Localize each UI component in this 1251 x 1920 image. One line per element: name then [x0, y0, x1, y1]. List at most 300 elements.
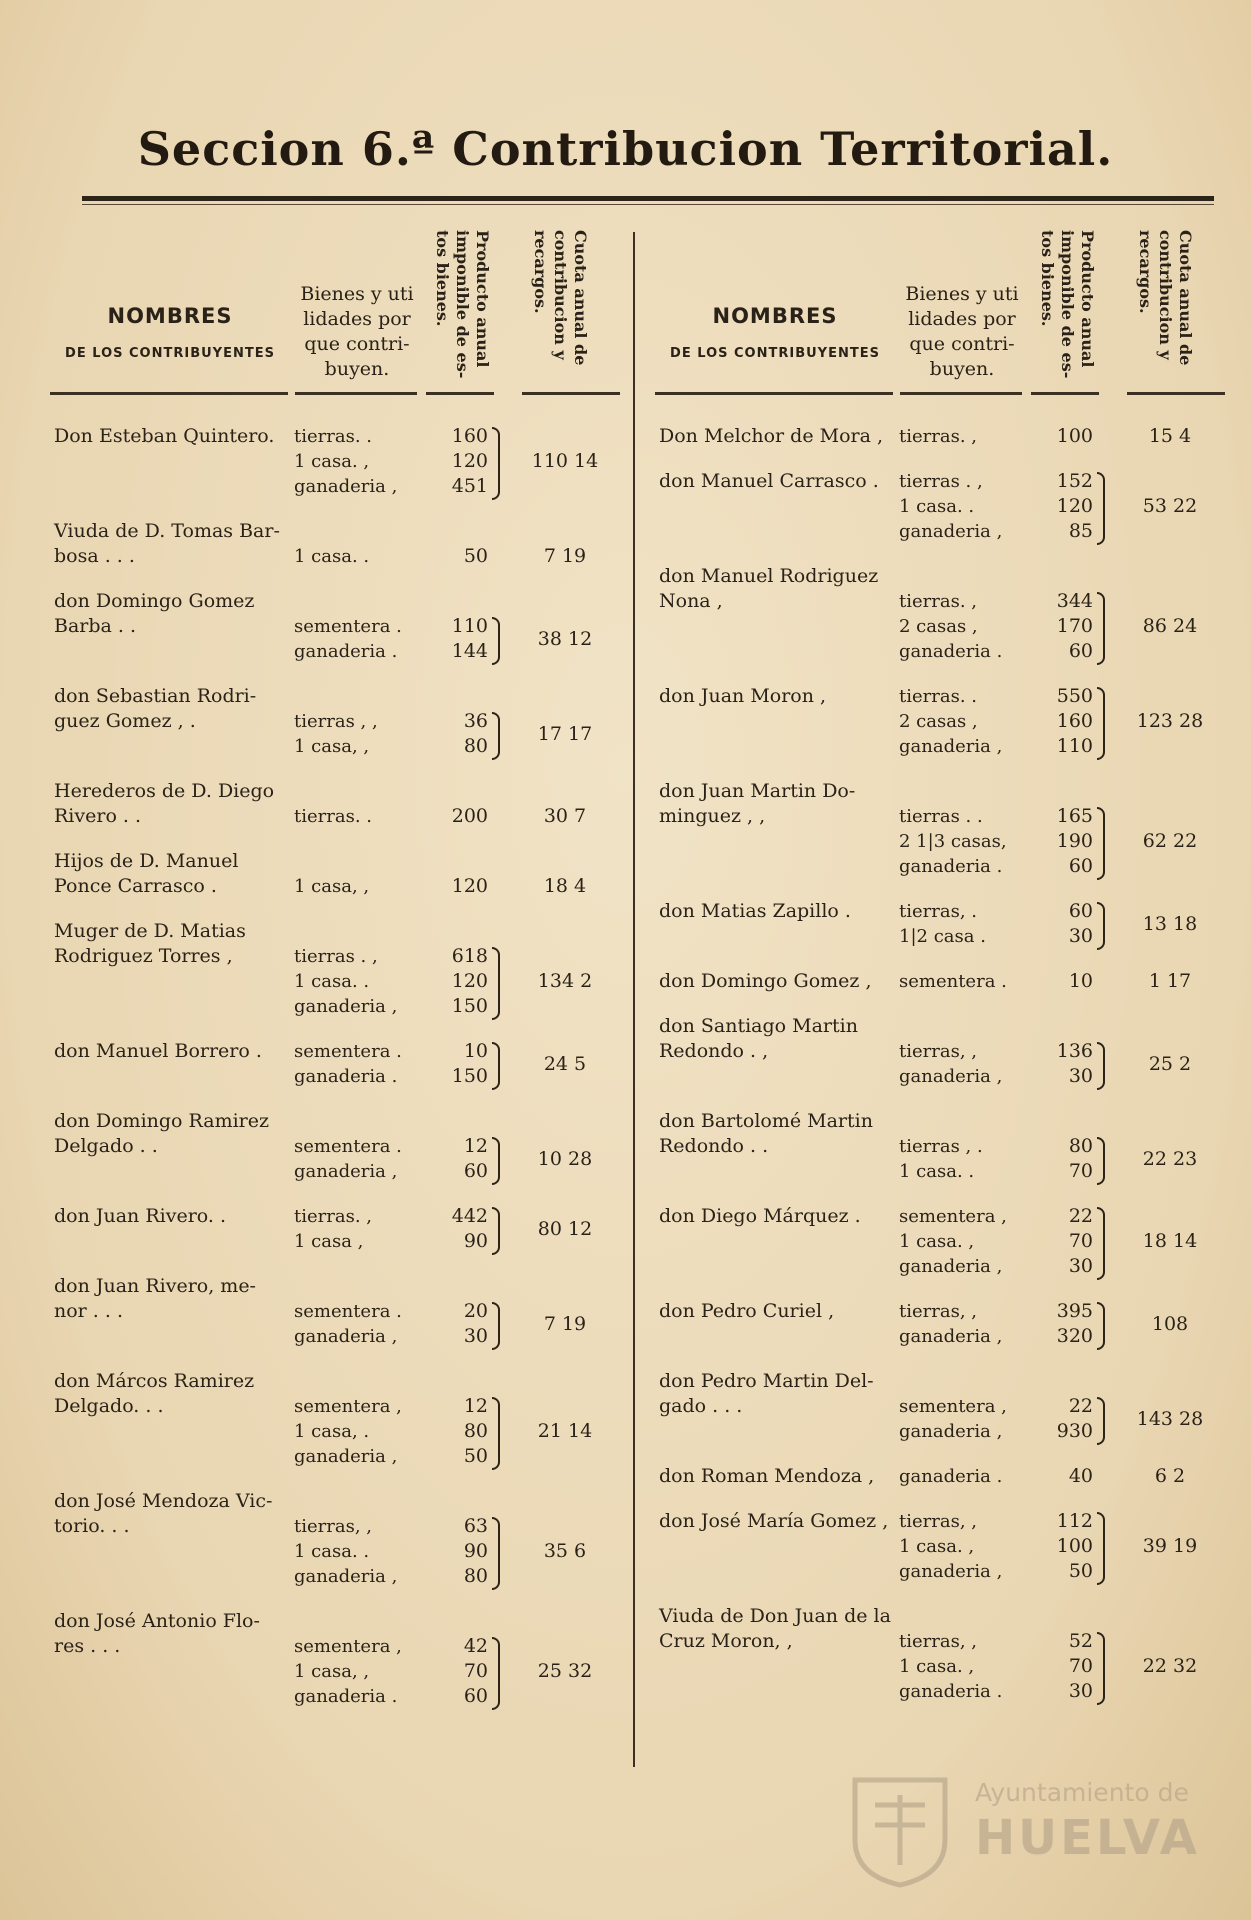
goods-list [294, 944, 422, 1019]
goods-item: ganaderia , [899, 1421, 1003, 1442]
goods-item: tierras . . [899, 806, 983, 827]
quota-value: 53 22 [1142, 495, 1198, 517]
header-underline [1031, 392, 1099, 395]
goods-item: tierras. , [899, 591, 977, 612]
quota-value: 108 [1151, 1312, 1189, 1335]
header-underline [1127, 392, 1225, 395]
contributor-name [54, 1609, 294, 1659]
goods-list [294, 424, 422, 499]
table-row [50, 1204, 625, 1254]
goods-list [899, 684, 1027, 759]
goods-item: 1 casa. . [294, 546, 370, 567]
contributor-name-line: Ponce Carrasco . [54, 875, 217, 897]
goods-item: tierras , . [899, 1136, 983, 1157]
names-header [50, 304, 290, 361]
contributor-name-line: don Juan Rivero, me- [54, 1275, 256, 1297]
table-row [655, 424, 1230, 449]
product-values [422, 544, 488, 569]
table-row [50, 519, 625, 569]
crest-icon [845, 1770, 955, 1888]
goods-list [899, 1629, 1027, 1704]
contributor-name-line: don Domingo Ramirez [54, 1110, 270, 1132]
quota-value: 123 28 [1136, 710, 1204, 732]
contributor-name [54, 919, 294, 969]
product-value: 442 [451, 1205, 488, 1227]
product-values [1027, 424, 1093, 449]
table-row [655, 1509, 1230, 1584]
contributor-name-line: Barba . . [54, 615, 137, 637]
goods-item: 1|2 casa . [899, 926, 986, 947]
contributor-name [659, 1299, 899, 1324]
brace-mark [1097, 1632, 1105, 1705]
product-value: 36 [463, 710, 488, 732]
goods-list [899, 589, 1027, 664]
goods-list [294, 874, 422, 899]
goods-item: 2 1|3 casas, [899, 831, 1007, 852]
goods-item: ganaderia , [294, 996, 398, 1017]
quota-value: 62 22 [1142, 830, 1198, 852]
table-row [50, 849, 625, 899]
product-value: 152 [1056, 470, 1093, 492]
product-value: 120 [1056, 495, 1093, 517]
contributor-name [659, 779, 899, 829]
quota-value: 18 14 [1142, 1230, 1198, 1252]
contributor-name-line: don José Mendoza Vic- [54, 1490, 273, 1512]
contributor-name [659, 1014, 899, 1064]
goods-list [294, 1039, 422, 1089]
contributor-name-line: don Roman Mendoza , [659, 1465, 875, 1487]
goods-item: 1 casa. . [294, 1541, 370, 1562]
contributor-name-line: don Manuel Borrero . [54, 1040, 262, 1062]
stamp-line2: HUELVA [975, 1810, 1200, 1866]
brace-mark [492, 947, 500, 1020]
product-value: 10 [1068, 970, 1093, 992]
goods-item: tierras, , [899, 1511, 977, 1532]
contributor-name-line: don Domingo Gomez , [659, 970, 872, 992]
goods-item: 1 casa. , [899, 1656, 975, 1677]
goods-item: sementera . [899, 971, 1007, 992]
product-values [422, 1039, 488, 1089]
product-value: 80 [463, 1565, 488, 1587]
goods-item: tierras. . [294, 806, 372, 827]
table-row [655, 564, 1230, 664]
contributor-name [54, 1204, 294, 1229]
contributor-name-line: don Domingo Gomez [54, 590, 255, 612]
contributor-name [54, 1489, 294, 1539]
goods-item: ganaderia , [899, 1256, 1003, 1277]
contributor-name-line: don Sebastian Rodri- [54, 685, 257, 707]
contributor-name [659, 1109, 899, 1159]
quota-value: 7 19 [543, 1312, 587, 1335]
contributor-name [54, 1109, 294, 1159]
product-value: 165 [1056, 805, 1093, 827]
contributor-name [659, 1509, 899, 1534]
brace-mark [1097, 1302, 1105, 1350]
goods-item: sementera , [899, 1396, 1007, 1417]
header-underline [900, 392, 1022, 395]
contributor-name-line: Delgado. . . [54, 1395, 164, 1417]
right-column [655, 228, 1230, 1702]
product-values [1027, 1039, 1093, 1089]
product-values [1027, 899, 1093, 949]
product-value: 50 [463, 545, 488, 567]
goods-item: ganaderia , [294, 1566, 398, 1587]
goods-item: ganaderia , [899, 1326, 1003, 1347]
goods-item: ganaderia . [899, 1466, 1003, 1487]
table-row [50, 589, 625, 664]
brace-mark [492, 1397, 500, 1470]
goods-item: sementera . [294, 616, 402, 637]
product-value: 136 [1056, 1040, 1093, 1062]
quota-value: 24 5 [543, 1052, 587, 1075]
contributor-name-line: don Santiago Martin [659, 1015, 858, 1037]
product-value: 320 [1056, 1325, 1093, 1347]
goods-list [294, 1394, 422, 1469]
product-value: 200 [451, 805, 488, 827]
product-value: 90 [463, 1230, 488, 1252]
product-values [422, 1514, 488, 1589]
column-divider [633, 232, 635, 1767]
table-row [655, 1604, 1230, 1704]
product-value: 80 [463, 735, 488, 757]
product-value: 50 [463, 1445, 488, 1467]
goods-list [294, 709, 422, 759]
goods-list [899, 1204, 1027, 1279]
contributor-name-line: Viuda de D. Tomas Bar- [54, 520, 280, 542]
brace-mark [492, 1637, 500, 1710]
product-values [422, 944, 488, 1019]
product-value: 112 [1056, 1510, 1093, 1532]
brace-mark [492, 1302, 500, 1350]
contributor-name-line: gado . . . [659, 1395, 743, 1417]
brace-mark [492, 1517, 500, 1590]
contributor-name [659, 1204, 899, 1229]
product-value: 80 [1068, 1135, 1093, 1157]
product-value: 160 [1056, 710, 1093, 732]
contributor-name [659, 469, 899, 494]
goods-list [899, 1509, 1027, 1584]
table-row [50, 919, 625, 1019]
product-value: 395 [1056, 1300, 1093, 1322]
left-column [50, 228, 625, 1707]
product-value: 60 [1068, 900, 1093, 922]
archive-stamp [845, 1770, 1205, 1890]
product-value: 20 [463, 1300, 488, 1322]
product-value: 30 [1068, 1680, 1093, 1702]
product-values [1027, 589, 1093, 664]
contributor-name-line: don José Antonio Flo- [54, 1610, 260, 1632]
product-value: 52 [1068, 1630, 1093, 1652]
brace-mark [1097, 807, 1105, 880]
contributor-name-line: Viuda de Don Juan de la [659, 1605, 891, 1627]
product-value: 110 [451, 615, 488, 637]
product-value: 70 [1068, 1655, 1093, 1677]
brace-mark [492, 712, 500, 760]
goods-header: Bienes y uti lidades por que contri- buyen. [300, 283, 414, 380]
product-values [1027, 969, 1093, 994]
goods-item: sementera . [294, 1136, 402, 1157]
quota-value: 1 17 [1148, 970, 1192, 992]
goods-item: ganaderia , [294, 1161, 398, 1182]
table-row [655, 469, 1230, 544]
contributor-name [659, 899, 899, 924]
product-values [422, 1134, 488, 1184]
goods-list [899, 899, 1027, 949]
product-value: 60 [1068, 855, 1093, 877]
product-value: 190 [1056, 830, 1093, 852]
quota-value: 10 28 [537, 1147, 593, 1170]
table-row [50, 1109, 625, 1184]
goods-item: sementera , [294, 1636, 402, 1657]
goods-item: 1 casa , [294, 1231, 364, 1252]
goods-item: 1 casa. . [899, 496, 975, 517]
goods-list [899, 1299, 1027, 1349]
names-header-line1: NOMBRES [107, 304, 233, 328]
goods-item: ganaderia , [294, 1326, 398, 1347]
product-value: 80 [463, 1420, 488, 1442]
contributor-name-line: don Manuel Carrasco . [659, 470, 879, 492]
names-header-line2: DE LOS CONTRIBUYENTES [65, 346, 275, 361]
quota-value: 21 14 [537, 1420, 593, 1442]
product-value: 40 [1068, 1465, 1093, 1487]
header-underline [50, 392, 288, 395]
goods-item: ganaderia , [294, 1446, 398, 1467]
contributor-name-line: guez Gomez , . [54, 710, 196, 732]
goods-item: ganaderia , [899, 1066, 1003, 1087]
quota-value: 15 4 [1148, 425, 1192, 447]
goods-list [294, 1134, 422, 1184]
names-header-line1: NOMBRES [712, 304, 838, 328]
contributor-name-line: don Juan Martin Do- [659, 780, 856, 802]
brace-mark [492, 1042, 500, 1090]
product-value: 90 [463, 1540, 488, 1562]
table-row [50, 684, 625, 759]
brace-mark [492, 1207, 500, 1255]
contributor-name [54, 589, 294, 639]
left-header [50, 228, 625, 398]
product-values [1027, 469, 1093, 544]
product-values [422, 614, 488, 664]
brace-mark [1097, 1512, 1105, 1585]
quota-value: 38 12 [537, 627, 593, 650]
brace-mark [492, 617, 500, 665]
product-value: 30 [1068, 1065, 1093, 1087]
product-value: 60 [463, 1685, 488, 1707]
contributor-name-line: Don Melchor de Mora , [659, 425, 883, 447]
table-row [655, 1204, 1230, 1279]
contributor-name-line: Rodriguez Torres , [54, 945, 233, 967]
goods-list [899, 1464, 1027, 1489]
goods-item: 1 casa, . [294, 1421, 370, 1442]
brace-mark [1097, 902, 1105, 950]
contributor-name-line: don Juan Moron , [659, 685, 827, 707]
product-value: 110 [1056, 735, 1093, 757]
quota-value: 110 14 [531, 450, 599, 472]
contributor-name-line: Redondo . . [659, 1135, 769, 1157]
contributor-name-line: torio. . . [54, 1515, 130, 1537]
goods-item: sementera . [294, 1301, 402, 1322]
product-value: 170 [1056, 615, 1093, 637]
goods-item: 1 casa. , [294, 451, 370, 472]
product-values [1027, 804, 1093, 879]
table-row [655, 1464, 1230, 1489]
product-values [422, 1394, 488, 1469]
quota-value: 25 32 [537, 1660, 593, 1682]
contributor-name [659, 969, 899, 994]
brace-mark [1097, 1207, 1105, 1280]
quota-value: 80 12 [537, 1217, 593, 1240]
goods-item: 1 casa. , [899, 1536, 975, 1557]
goods-item: ganaderia . [899, 641, 1003, 662]
goods-item: tierras, , [899, 1301, 977, 1322]
product-values [1027, 1299, 1093, 1349]
product-values [1027, 1509, 1093, 1584]
quota-value: 18 4 [543, 875, 587, 897]
contributor-name-line: don Juan Rivero. . [54, 1205, 227, 1227]
goods-item: tierras. . [294, 426, 372, 447]
stamp-line1: Ayuntamiento de [975, 1778, 1189, 1807]
contributor-name-line: don Diego Márquez . [659, 1205, 861, 1227]
goods-list [899, 1394, 1027, 1444]
product-values [1027, 684, 1093, 759]
goods-item: ganaderia , [899, 736, 1003, 757]
product-value: 10 [463, 1040, 488, 1062]
right-header [655, 228, 1230, 398]
table-row [655, 1014, 1230, 1089]
goods-item: ganaderia . [899, 856, 1003, 877]
product-values [1027, 1394, 1093, 1444]
header-underline [426, 392, 494, 395]
contributor-name-line: don Márcos Ramirez [54, 1370, 255, 1392]
goods-item: ganaderia . [899, 1681, 1003, 1702]
product-value: 150 [451, 1065, 488, 1087]
goods-item: tierras. . [899, 686, 977, 707]
brace-mark [1097, 592, 1105, 665]
brace-mark [492, 427, 500, 500]
contributor-name [54, 1039, 294, 1064]
quota-value: 39 19 [1142, 1535, 1198, 1557]
contributor-name-line: Muger de D. Matias [54, 920, 246, 942]
goods-item: ganaderia . [294, 641, 398, 662]
contributor-name-line: don Pedro Curiel , [659, 1300, 835, 1322]
goods-list [899, 469, 1027, 544]
quota-value: 17 17 [537, 722, 593, 745]
contributor-name [54, 519, 294, 569]
quota-value: 30 7 [543, 805, 587, 827]
table-row [50, 1489, 625, 1589]
quota-value: 13 18 [1142, 912, 1198, 935]
quota-header: Cuota anual de contribucion y recargos. [1136, 230, 1195, 366]
product-value: 930 [1056, 1420, 1093, 1442]
goods-item: ganaderia , [899, 521, 1003, 542]
contributor-name-line: nor . . . [54, 1300, 123, 1322]
goods-item: ganaderia , [294, 476, 398, 497]
quota-value: 143 28 [1136, 1407, 1204, 1430]
table-row [50, 424, 625, 499]
product-values [422, 874, 488, 899]
contributor-name-line: Cruz Moron, , [659, 1630, 793, 1652]
product-value: 550 [1056, 685, 1093, 707]
goods-item: 1 casa. , [899, 1231, 975, 1252]
product-value: 60 [463, 1160, 488, 1182]
table-row [655, 684, 1230, 759]
table-row [50, 1609, 625, 1709]
product-values [1027, 1464, 1093, 1489]
contributor-name [54, 849, 294, 899]
table-row [655, 1369, 1230, 1444]
contributor-name-line: Herederos de D. Diego [54, 780, 275, 802]
goods-list [294, 1634, 422, 1709]
goods-list [899, 424, 1027, 449]
goods-item: tierras, . [899, 901, 977, 922]
contributor-name-line: don Manuel Rodriguez [659, 565, 879, 587]
table-row [655, 1299, 1230, 1349]
brace-mark [1097, 1397, 1105, 1445]
table-row [655, 779, 1230, 879]
contributor-name-line: minguez , , [659, 805, 766, 827]
contributor-name [659, 424, 899, 449]
product-value: 100 [1056, 1535, 1093, 1557]
goods-item: 1 casa. . [294, 971, 370, 992]
product-value: 144 [451, 640, 488, 662]
quota-value: 6 2 [1154, 1465, 1186, 1487]
names-header-line2: DE LOS CONTRIBUYENTES [670, 346, 880, 361]
product-values [1027, 1629, 1093, 1704]
product-value: 618 [451, 945, 488, 967]
contributor-name-line: don Pedro Martin Del- [659, 1370, 874, 1392]
product-values [422, 424, 488, 499]
contributor-name [659, 684, 899, 709]
product-value: 42 [463, 1635, 488, 1657]
goods-list [899, 1134, 1027, 1184]
goods-item: 1 casa, , [294, 736, 370, 757]
product-value: 85 [1068, 520, 1093, 542]
product-value: 344 [1056, 590, 1093, 612]
table-row [50, 1369, 625, 1469]
product-header: Producto anual imponible de es- tos bienes. [433, 230, 492, 379]
brace-mark [1097, 472, 1105, 545]
goods-item: sementera , [899, 1206, 1007, 1227]
product-values [422, 1204, 488, 1254]
quota-header: Cuota anual de contribucion y recargos. [531, 230, 590, 366]
goods-list [294, 804, 422, 829]
goods-item: tierras, , [294, 1516, 372, 1537]
quota-value: 7 19 [543, 545, 587, 567]
product-value: 120 [451, 875, 488, 897]
contributor-name [659, 1464, 899, 1489]
contributor-name-line: res . . . [54, 1635, 121, 1657]
contributor-name [54, 1369, 294, 1419]
contributor-name-line: bosa . . . [54, 545, 135, 567]
goods-list [294, 1514, 422, 1589]
goods-list [294, 1204, 422, 1254]
product-value: 22 [1068, 1205, 1093, 1227]
product-value: 30 [1068, 1255, 1093, 1277]
product-values [1027, 1204, 1093, 1279]
table-row [655, 1109, 1230, 1184]
product-value: 451 [451, 475, 488, 497]
goods-item: tierras , , [294, 711, 378, 732]
contributor-name-line: Rivero . . [54, 805, 142, 827]
page-title: Seccion 6.ª Contribucion Territorial. [137, 122, 1114, 176]
contributor-name-line: Don Esteban Quintero. [54, 425, 275, 447]
product-values [422, 1299, 488, 1349]
goods-item: tierras, , [899, 1041, 977, 1062]
contributor-name-line: don Matias Zapillo . [659, 900, 851, 922]
goods-list [294, 544, 422, 569]
product-value: 63 [463, 1515, 488, 1537]
product-value: 12 [463, 1395, 488, 1417]
